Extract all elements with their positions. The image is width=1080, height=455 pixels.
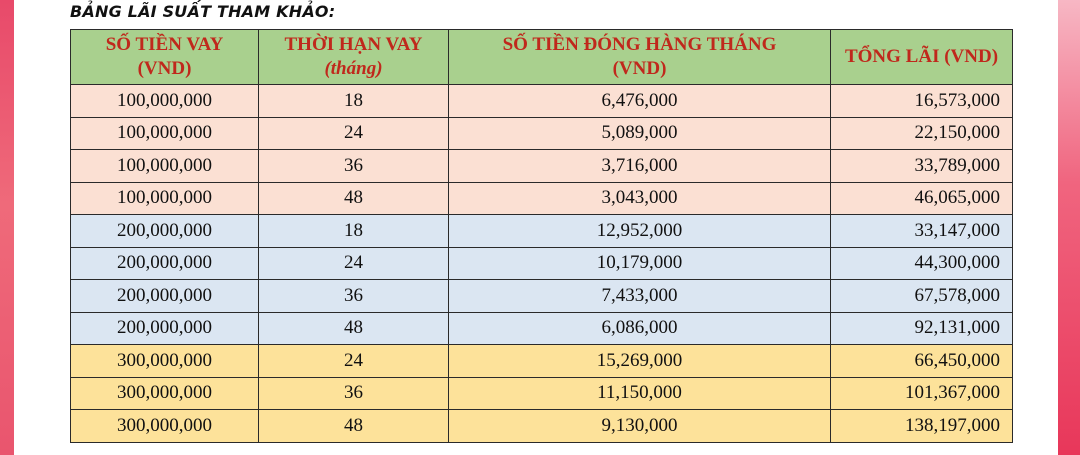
- table-body: [71, 85, 1013, 443]
- table-row: [71, 410, 1013, 443]
- table-row: [71, 150, 1013, 183]
- cell-loan-term: 48: [259, 410, 449, 443]
- cell-monthly-payment: 15,269,000: [449, 345, 831, 378]
- cell-total-interest: 66,450,000: [831, 345, 1013, 378]
- cell-loan-amount: 200,000,000: [71, 312, 259, 345]
- header-total-interest: [831, 30, 1013, 85]
- cell-loan-amount: 200,000,000: [71, 247, 259, 280]
- right-decorative-edge: [1058, 0, 1080, 455]
- header-loan-term-unit: (tháng): [324, 58, 383, 79]
- table-row: [71, 182, 1013, 215]
- table-row: [71, 215, 1013, 248]
- page-heading: BẢNG LÃI SUẤT THAM KHẢO:: [70, 2, 336, 21]
- cell-loan-term: 48: [259, 312, 449, 345]
- table-row: [71, 280, 1013, 313]
- cell-total-interest: 33,147,000: [831, 215, 1013, 248]
- cell-loan-amount: 200,000,000: [71, 280, 259, 313]
- cell-total-interest: 92,131,000: [831, 312, 1013, 345]
- header-loan-term: [259, 30, 449, 85]
- cell-total-interest: 16,573,000: [831, 85, 1013, 118]
- header-monthly-payment: [449, 30, 831, 85]
- header-loan-amount-title: SỐ TIỀN VAY: [105, 34, 224, 55]
- cell-total-interest: 33,789,000: [831, 150, 1013, 183]
- cell-monthly-payment: 6,476,000: [449, 85, 831, 118]
- interest-rate-table: [70, 29, 1013, 443]
- header-monthly-payment-title: SỐ TIỀN ĐÓNG HÀNG THÁNG: [502, 34, 777, 55]
- table-row: [71, 345, 1013, 378]
- header-loan-amount: [71, 30, 259, 85]
- cell-total-interest: 138,197,000: [831, 410, 1013, 443]
- cell-loan-amount: 100,000,000: [71, 117, 259, 150]
- table-row: [71, 377, 1013, 410]
- cell-monthly-payment: 3,043,000: [449, 182, 831, 215]
- left-decorative-edge: [0, 0, 14, 455]
- header-row: [71, 30, 1013, 85]
- cell-total-interest: 46,065,000: [831, 182, 1013, 215]
- cell-total-interest: 67,578,000: [831, 280, 1013, 313]
- cell-loan-amount: 200,000,000: [71, 215, 259, 248]
- cell-loan-term: 18: [259, 85, 449, 118]
- table-row: [71, 117, 1013, 150]
- table-row: [71, 312, 1013, 345]
- cell-loan-term: 24: [259, 345, 449, 378]
- cell-loan-term: 36: [259, 280, 449, 313]
- header-loan-amount-unit: (VND): [137, 58, 192, 79]
- cell-monthly-payment: 3,716,000: [449, 150, 831, 183]
- cell-loan-amount: 100,000,000: [71, 182, 259, 215]
- cell-monthly-payment: 6,086,000: [449, 312, 831, 345]
- cell-loan-amount: 300,000,000: [71, 345, 259, 378]
- table-row: [71, 247, 1013, 280]
- header-loan-term-title: THỜI HẠN VAY: [284, 34, 423, 55]
- cell-loan-amount: 300,000,000: [71, 410, 259, 443]
- header-monthly-payment-unit: (VND): [612, 58, 667, 79]
- cell-total-interest: 101,367,000: [831, 377, 1013, 410]
- cell-monthly-payment: 9,130,000: [449, 410, 831, 443]
- cell-monthly-payment: 12,952,000: [449, 215, 831, 248]
- cell-loan-term: 24: [259, 247, 449, 280]
- cell-loan-amount: 300,000,000: [71, 377, 259, 410]
- table-row: [71, 85, 1013, 118]
- cell-loan-term: 48: [259, 182, 449, 215]
- cell-monthly-payment: 7,433,000: [449, 280, 831, 313]
- cell-loan-term: 36: [259, 377, 449, 410]
- cell-total-interest: 44,300,000: [831, 247, 1013, 280]
- cell-loan-amount: 100,000,000: [71, 85, 259, 118]
- header-total-interest-title: TỔNG LÃI (VND): [844, 46, 999, 67]
- cell-loan-term: 36: [259, 150, 449, 183]
- cell-loan-amount: 100,000,000: [71, 150, 259, 183]
- cell-loan-term: 24: [259, 117, 449, 150]
- cell-total-interest: 22,150,000: [831, 117, 1013, 150]
- cell-loan-term: 18: [259, 215, 449, 248]
- table-header: [71, 30, 1013, 85]
- cell-monthly-payment: 11,150,000: [449, 377, 831, 410]
- cell-monthly-payment: 5,089,000: [449, 117, 831, 150]
- cell-monthly-payment: 10,179,000: [449, 247, 831, 280]
